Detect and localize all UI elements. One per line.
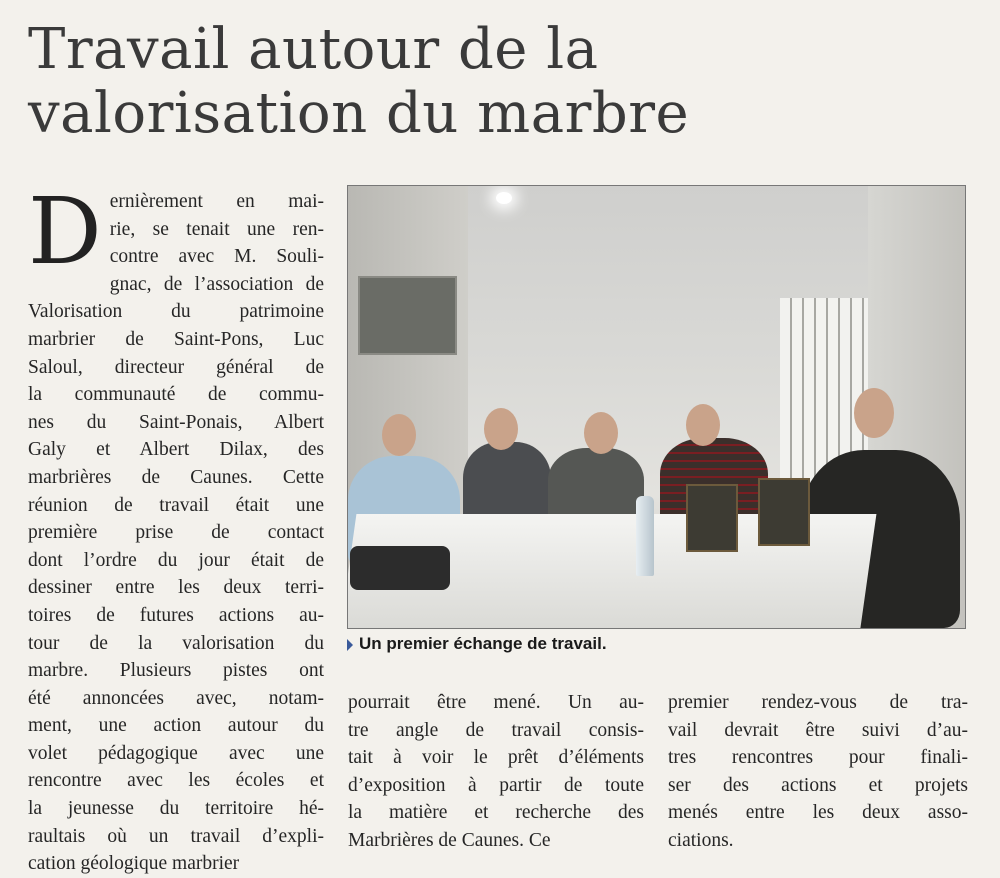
text-line: dont l’ordre du jour était de bbox=[28, 549, 324, 571]
text-line: marbre. Plusieurs pistes ont bbox=[28, 660, 324, 682]
photo-book-2 bbox=[758, 478, 810, 546]
headline-line-1: Travail autour de la bbox=[28, 17, 599, 82]
text-line: raultais où un travail d’expli- bbox=[28, 825, 324, 847]
text-line: rencontre avec les écoles et bbox=[28, 770, 324, 792]
text-line: nes du Saint-Ponais, Albert bbox=[28, 411, 324, 433]
text-line: la matière et recherche des bbox=[348, 802, 644, 824]
text-line: tre angle de travail consis- bbox=[348, 719, 644, 741]
photo-book-1 bbox=[686, 484, 738, 552]
text-line: premier rendez-vous de tra- bbox=[668, 692, 968, 713]
text-line: ser des actions et projets bbox=[668, 774, 968, 796]
text-line: tait à voir le prêt d’éléments bbox=[348, 747, 644, 769]
text-line: volet pédagogique avec une bbox=[28, 742, 324, 764]
article-column-3 bbox=[668, 689, 968, 855]
text-line: menés entre les deux asso- bbox=[668, 802, 968, 824]
photo-head-5 bbox=[854, 388, 894, 438]
caption-bullet-icon bbox=[347, 639, 353, 651]
photo-ceiling-light bbox=[496, 192, 512, 204]
text-line: pourrait être mené. Un au- bbox=[348, 692, 644, 713]
text-line: tour de la valorisation du bbox=[28, 632, 324, 654]
photo-head-3 bbox=[584, 412, 618, 454]
article-photo bbox=[347, 185, 966, 629]
photo-caption bbox=[347, 634, 607, 654]
caption-text: Un premier échange de travail. bbox=[359, 634, 607, 653]
text-line: rie, se tenait une ren- bbox=[109, 218, 324, 240]
column-2-lines bbox=[348, 689, 644, 855]
text-line: ernièrement en mai- bbox=[109, 191, 324, 212]
text-line: la communauté de commu- bbox=[28, 384, 324, 406]
column-3-lines bbox=[668, 689, 968, 855]
text-line: ciations. bbox=[668, 829, 734, 851]
text-line: marbrier de Saint-Pons, Luc bbox=[28, 328, 324, 350]
photo-head-2 bbox=[484, 408, 518, 450]
text-line: Saloul, directeur général de bbox=[28, 356, 324, 378]
photo-bag bbox=[350, 546, 450, 590]
photo-wall-picture bbox=[358, 276, 457, 355]
text-line: contre avec M. Souli- bbox=[109, 246, 324, 268]
text-line: gnac, de l’association de bbox=[109, 273, 324, 295]
photo-head-4 bbox=[686, 404, 720, 446]
text-line: été annoncées avec, notam- bbox=[28, 687, 324, 709]
text-line: Galy et Albert Dilax, des bbox=[28, 439, 324, 461]
text-line: réunion de travail était une bbox=[28, 494, 324, 516]
text-line: d’exposition à partir de toute bbox=[348, 774, 644, 796]
text-line: cation géologique marbrier bbox=[28, 853, 240, 875]
text-line: première prise de contact bbox=[28, 522, 324, 544]
photo-head-1 bbox=[382, 414, 416, 456]
text-line: marbrières de Caunes. Cette bbox=[28, 466, 324, 488]
text-line: Marbrières de Caunes. Ce bbox=[348, 829, 551, 851]
text-line: toires de futures actions au- bbox=[28, 604, 324, 626]
article-column-2 bbox=[348, 689, 644, 855]
text-line: Valorisation du patrimoine bbox=[28, 301, 324, 323]
text-line: ment, une action autour du bbox=[28, 715, 324, 737]
article-column-1 bbox=[28, 178, 324, 878]
text-line: dessiner entre les deux terri- bbox=[28, 577, 324, 599]
text-line: vail devrait être suivi d’au- bbox=[668, 719, 968, 741]
column-1-lines bbox=[28, 178, 324, 878]
headline bbox=[28, 18, 928, 146]
drop-cap: D bbox=[28, 178, 102, 285]
headline-line-2: valorisation du marbre bbox=[28, 81, 690, 146]
photo-water-bottle bbox=[636, 496, 654, 576]
text-line: la jeunesse du territoire hé- bbox=[28, 798, 324, 820]
text-line: tres rencontres pour finali- bbox=[668, 747, 968, 769]
